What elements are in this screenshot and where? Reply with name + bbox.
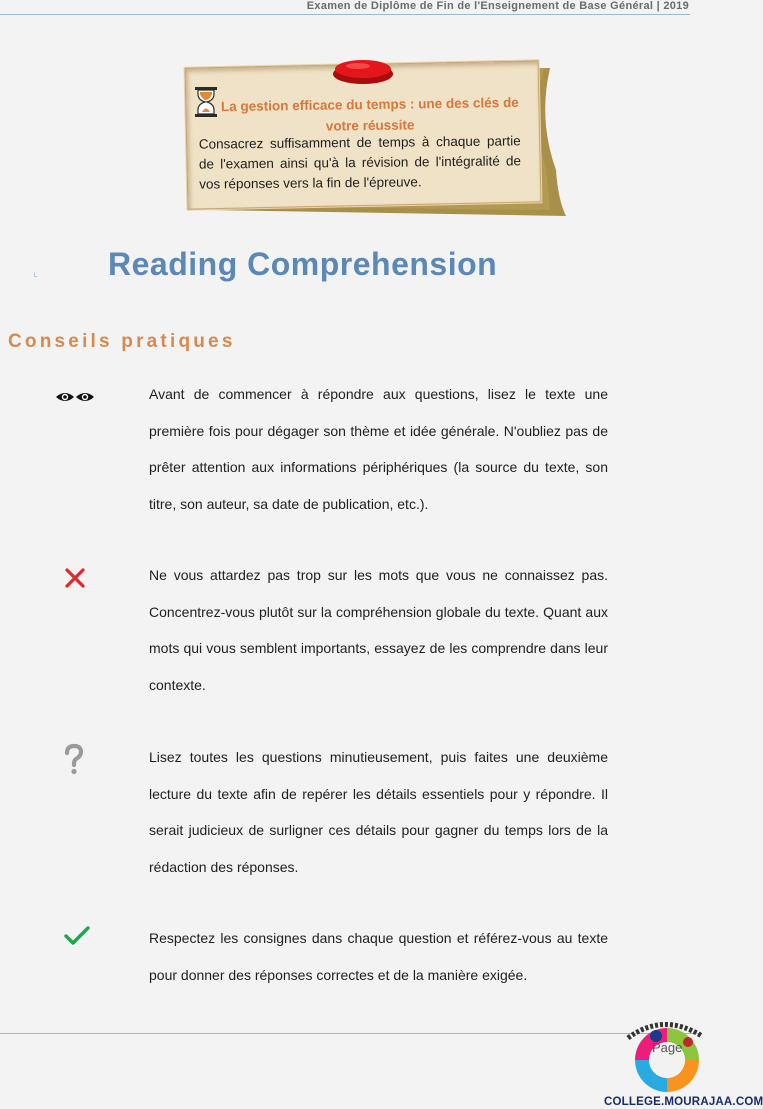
tip-unknown-words: Ne vous attardez pas trop sur les mots que vous ne connaissez pas. Concentrez-vous plutôt sur la compréhension globale du texte. Quant aux mots qui vous semblent importants, essayez de les comprendre dans leur contexte. <box>149 567 608 693</box>
site-logo <box>618 1016 708 1096</box>
pushpin-icon <box>328 54 398 88</box>
card-title: La gestion efficace du temps : une des clés de votre réussite <box>220 94 519 134</box>
tip-read-text: Avant de commencer à répondre aux questions, lisez le texte une première fois pour dégager son thème et idée générale. N'oubliez pas de prêter attention aux informations périphériques (la source du texte, son titre, son auteur, sa date de publication, etc.). <box>149 386 608 512</box>
footer-divider <box>0 1033 700 1034</box>
exam-header: Examen de Diplôme de Fin de l'Enseignement de Base Général | 2019 <box>306 0 689 12</box>
page-title: Reading Comprehension <box>108 246 498 282</box>
header-divider <box>0 14 690 15</box>
page-label: Page <box>652 1040 683 1055</box>
tiny-mark: L <box>34 273 38 279</box>
question-mark-icon <box>63 744 85 776</box>
tip-follow-instructions: Respectez les consignes dans chaque question et référez-vous au texte pour donner des réponses correctes et de la manière exigée. <box>149 930 608 983</box>
card-body: Consacrez suffisamment de temps à chaque partie de l'examen ainsi qu'à la révision de l'intégralité de vos réponses vers la fin de l'épreuve. <box>198 133 522 192</box>
eyes-icon <box>55 389 95 405</box>
section-title: Conseils pratiques <box>8 331 236 352</box>
cross-icon <box>64 567 86 589</box>
site-url[interactable]: COLLEGE.MOURAJAA.COM <box>604 1096 763 1108</box>
hourglass-icon <box>194 86 218 118</box>
checkmark-icon <box>64 925 90 947</box>
tip-read-questions: Lisez toutes les questions minutieusement, puis faites une deuxième lecture du texte afin de repérer les détails essentiels pour y répondre. Il serait judicieux de surligner ces détails pour gagner du temps lors de la rédaction des réponses. <box>149 749 608 875</box>
